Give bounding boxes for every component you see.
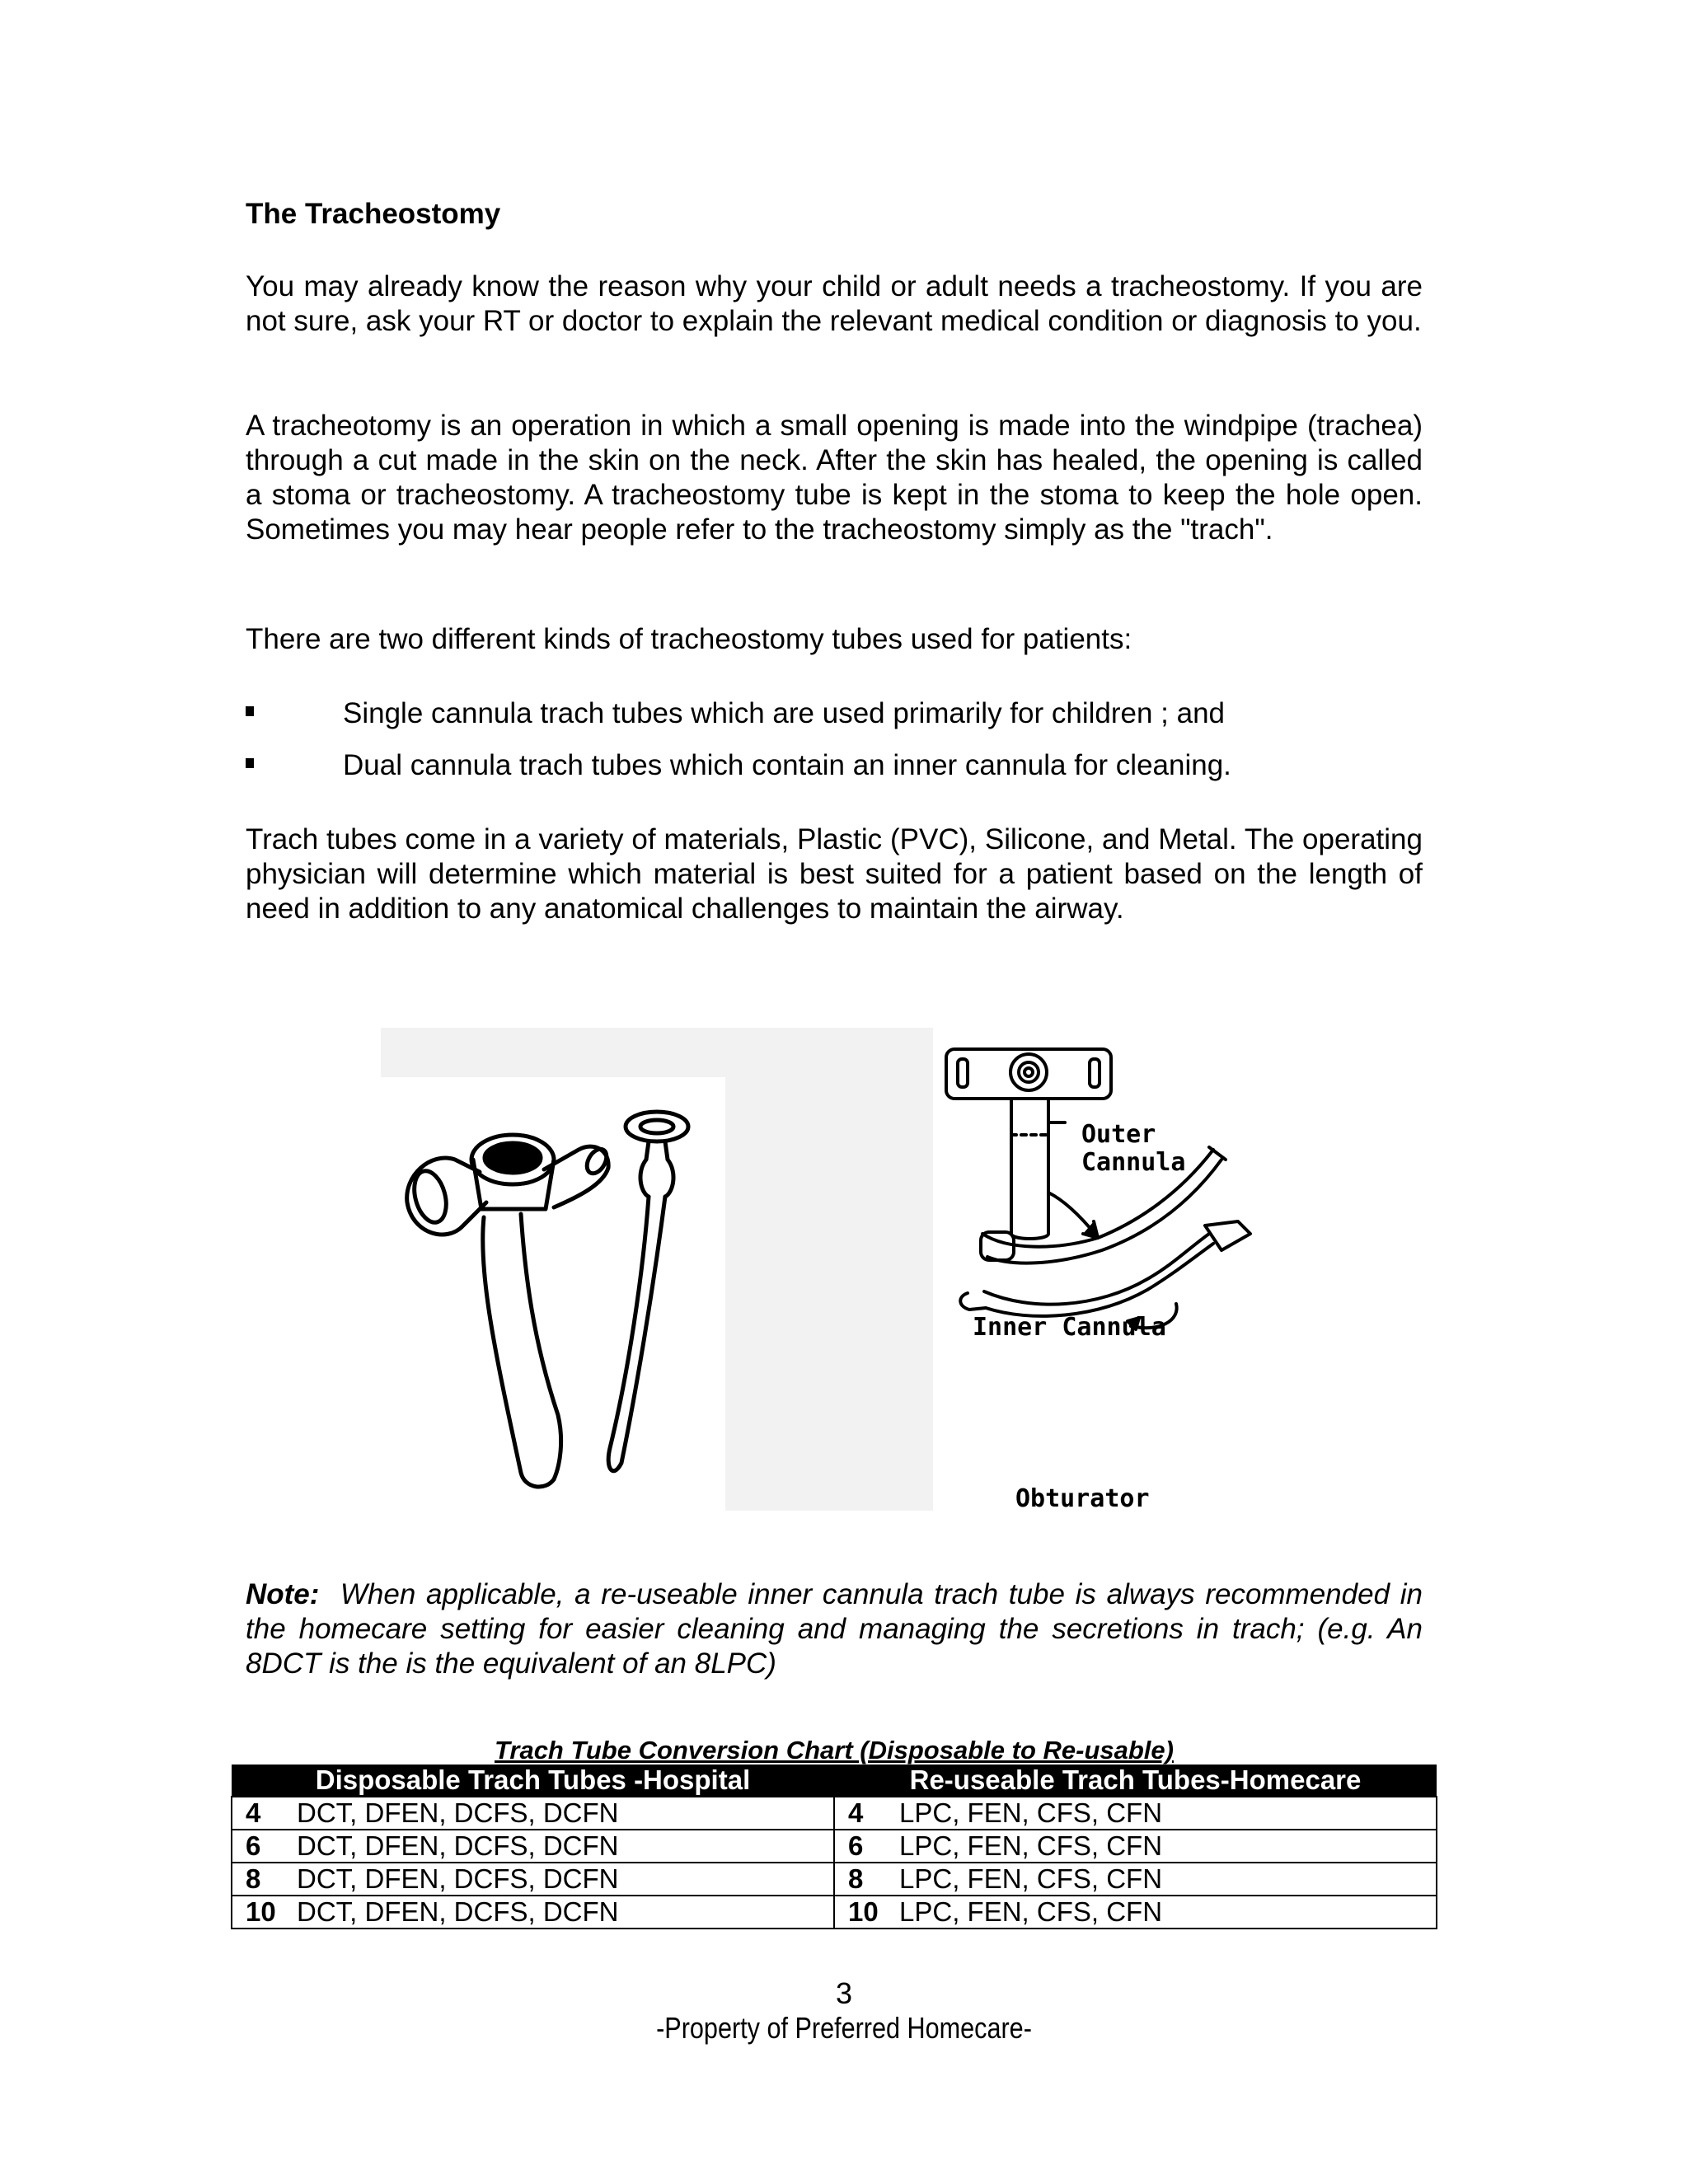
table-row bbox=[232, 1896, 1437, 1929]
inner-cannula-label: Inner Cannula bbox=[973, 1313, 1166, 1342]
materials-paragraph: Trach tubes come in a variety of materials, Plastic (PVC), Silicone, and Metal. The operating physician will determine which material is best suited for a patient based on the length of need in addition to any anatomical challenges to maintain the airway. bbox=[246, 823, 1423, 925]
dual-cannula-tube-illustration bbox=[933, 1028, 1289, 1511]
outer-cannula-label-line1: Outer bbox=[1081, 1120, 1156, 1149]
dual-cannula-figure bbox=[933, 1028, 1289, 1511]
disposable-cell: 10 DCT, DFEN, DCFS, DCFN bbox=[232, 1896, 834, 1929]
reusable-cell: 10 LPC, FEN, CFS, CFN bbox=[834, 1896, 1437, 1929]
table-row bbox=[232, 1830, 1437, 1863]
footer-text: -Property of Preferred Homecare- bbox=[656, 2011, 1032, 2045]
note-label: Note: bbox=[246, 1578, 320, 1610]
disposable-cell: 6 DCT, DFEN, DCFS, DCFN bbox=[232, 1830, 834, 1863]
chart-title: Trach Tube Conversion Chart (Disposable to Re-usable) bbox=[495, 1736, 1174, 1765]
list-item-text: Single cannula trach tubes which are used primarily for children ; and bbox=[343, 697, 1226, 729]
table-row bbox=[232, 1863, 1437, 1896]
page-number: 3 bbox=[835, 1976, 853, 2010]
page-title: The Tracheostomy bbox=[246, 198, 501, 230]
note-text: When applicable, a re-useable inner cannula trach tube is always recommended in the homecare setting for easier cleaning and managing the secretions in trach; (e.g. An 8DCT is the is the equivalent of an 8LPC) bbox=[246, 1578, 1423, 1680]
column-header-reusable: Re-useable Trach Tubes-Homecare bbox=[834, 1765, 1437, 1797]
reusable-cell: 8 LPC, FEN, CFS, CFN bbox=[834, 1863, 1437, 1896]
column-header-disposable: Disposable Trach Tubes -Hospital bbox=[232, 1765, 834, 1797]
tracheotomy-paragraph: A tracheotomy is an operation in which a small opening is made into the windpipe (trachea) through a cut made in the skin on the neck. After the skin has healed, the opening is called a stoma or tracheostomy. A tracheostomy tube is kept in the stoma to keep the hole open. Sometimes you may hear people refer to the tracheostomy simply as the "trach". bbox=[246, 410, 1423, 546]
reusable-cell: 6 LPC, FEN, CFS, CFN bbox=[834, 1830, 1437, 1863]
obturator-label: Obturator bbox=[1015, 1484, 1150, 1513]
reusable-cell: 4 LPC, FEN, CFS, CFN bbox=[834, 1797, 1437, 1830]
single-cannula-figure bbox=[381, 1028, 933, 1511]
disposable-cell: 4 DCT, DFEN, DCFS, DCFN bbox=[232, 1797, 834, 1830]
outer-cannula-label-line2: Cannula bbox=[1081, 1148, 1186, 1177]
bullet-icon bbox=[246, 758, 254, 768]
note-paragraph bbox=[246, 1577, 1423, 1681]
conversion-table bbox=[231, 1765, 1437, 1929]
intro-paragraph: You may already know the reason why your child or adult needs a tracheostomy. If you are not sure, ask your RT or doctor to explain the relevant medical condition or diagnosis to you. bbox=[246, 270, 1423, 337]
tube-kinds-paragraph: There are two different kinds of tracheostomy tubes used for patients: bbox=[246, 623, 1132, 655]
single-cannula-tube-illustration bbox=[381, 1028, 933, 1511]
table-row bbox=[232, 1797, 1437, 1830]
bullet-icon bbox=[246, 706, 254, 716]
list-item-text: Dual cannula trach tubes which contain an inner cannula for cleaning. bbox=[343, 749, 1231, 781]
disposable-cell: 8 DCT, DFEN, DCFS, DCFN bbox=[232, 1863, 834, 1896]
